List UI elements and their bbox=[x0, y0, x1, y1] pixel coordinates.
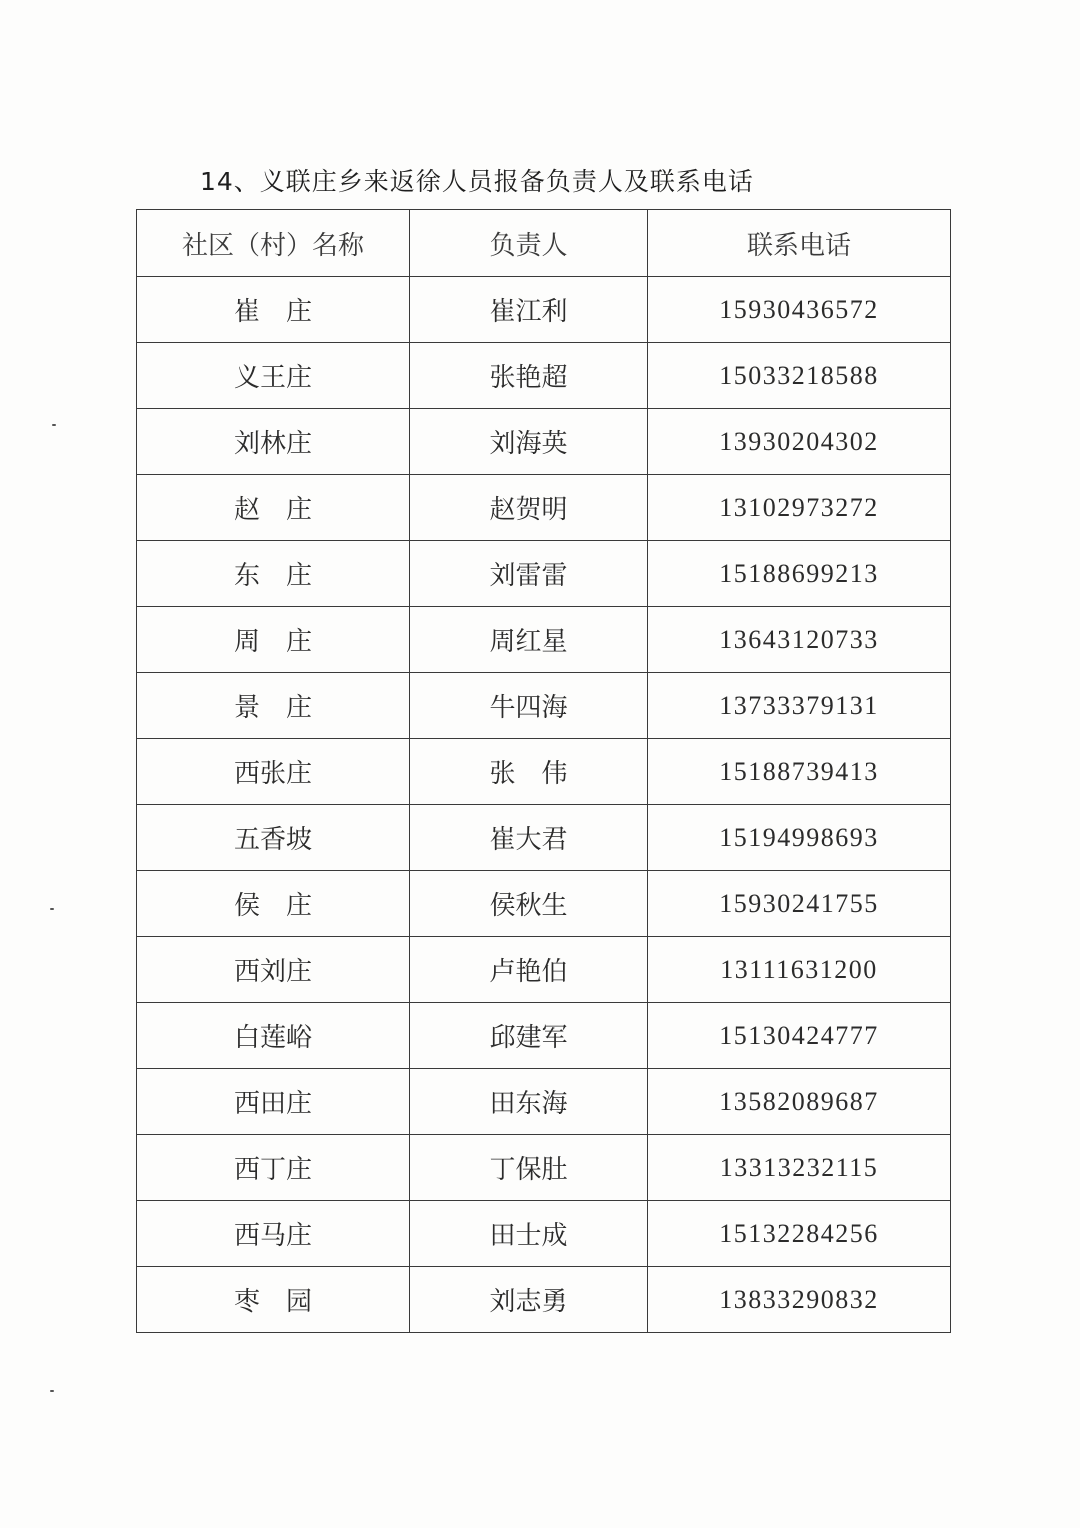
page-title: 14、义联庄乡来返徐人员报备负责人及联系电话 bbox=[200, 167, 754, 196]
table-row bbox=[137, 541, 951, 607]
phone-cell: 15130424777 bbox=[648, 1003, 951, 1069]
person-cell: 田士成 bbox=[410, 1201, 648, 1267]
scan-speck bbox=[50, 908, 54, 910]
person-cell: 张艳超 bbox=[410, 343, 648, 409]
village-cell: 周 庄 bbox=[137, 607, 410, 673]
phone-cell: 13833290832 bbox=[648, 1267, 951, 1333]
person-cell: 邱建军 bbox=[410, 1003, 648, 1069]
person-cell: 侯秋生 bbox=[410, 871, 648, 937]
phone-cell: 13733379131 bbox=[648, 673, 951, 739]
table-row bbox=[137, 1135, 951, 1201]
table-row bbox=[137, 607, 951, 673]
phone-cell: 13111631200 bbox=[648, 937, 951, 1003]
village-cell: 西刘庄 bbox=[137, 937, 410, 1003]
table-row bbox=[137, 871, 951, 937]
village-cell: 义王庄 bbox=[137, 343, 410, 409]
village-cell: 东 庄 bbox=[137, 541, 410, 607]
village-cell: 侯 庄 bbox=[137, 871, 410, 937]
person-cell: 卢艳伯 bbox=[410, 937, 648, 1003]
table-row bbox=[137, 1069, 951, 1135]
person-cell: 牛四海 bbox=[410, 673, 648, 739]
table-row bbox=[137, 805, 951, 871]
village-cell: 五香坡 bbox=[137, 805, 410, 871]
table-row bbox=[137, 673, 951, 739]
person-cell: 崔江利 bbox=[410, 277, 648, 343]
village-cell: 景 庄 bbox=[137, 673, 410, 739]
person-cell: 周红星 bbox=[410, 607, 648, 673]
phone-cell: 15132284256 bbox=[648, 1201, 951, 1267]
person-cell: 丁保肚 bbox=[410, 1135, 648, 1201]
header-person: 负责人 bbox=[410, 210, 648, 277]
village-cell: 西马庄 bbox=[137, 1201, 410, 1267]
table-row bbox=[137, 277, 951, 343]
phone-cell: 15930241755 bbox=[648, 871, 951, 937]
village-cell: 崔 庄 bbox=[137, 277, 410, 343]
table-row bbox=[137, 1267, 951, 1333]
phone-cell: 13313232115 bbox=[648, 1135, 951, 1201]
village-cell: 白莲峪 bbox=[137, 1003, 410, 1069]
table-row bbox=[137, 409, 951, 475]
table-row bbox=[137, 475, 951, 541]
phone-cell: 13930204302 bbox=[648, 409, 951, 475]
phone-cell: 13582089687 bbox=[648, 1069, 951, 1135]
table-row bbox=[137, 1003, 951, 1069]
phone-cell: 15194998693 bbox=[648, 805, 951, 871]
village-cell: 西丁庄 bbox=[137, 1135, 410, 1201]
scan-speck bbox=[52, 424, 56, 426]
person-cell: 田东海 bbox=[410, 1069, 648, 1135]
village-cell: 刘林庄 bbox=[137, 409, 410, 475]
village-cell: 西田庄 bbox=[137, 1069, 410, 1135]
scan-speck bbox=[50, 1390, 54, 1392]
table-row bbox=[137, 937, 951, 1003]
table-header-row bbox=[137, 210, 951, 277]
village-cell: 枣 园 bbox=[137, 1267, 410, 1333]
table-row bbox=[137, 343, 951, 409]
person-cell: 刘志勇 bbox=[410, 1267, 648, 1333]
table-row bbox=[137, 739, 951, 805]
phone-cell: 15188699213 bbox=[648, 541, 951, 607]
person-cell: 崔大君 bbox=[410, 805, 648, 871]
person-cell: 刘雷雷 bbox=[410, 541, 648, 607]
header-village: 社区（村）名称 bbox=[137, 210, 410, 277]
header-phone: 联系电话 bbox=[648, 210, 951, 277]
village-cell: 赵 庄 bbox=[137, 475, 410, 541]
phone-cell: 15930436572 bbox=[648, 277, 951, 343]
phone-cell: 13643120733 bbox=[648, 607, 951, 673]
table-row bbox=[137, 1201, 951, 1267]
contact-table bbox=[136, 209, 951, 1333]
village-cell: 西张庄 bbox=[137, 739, 410, 805]
phone-cell: 13102973272 bbox=[648, 475, 951, 541]
person-cell: 赵贺明 bbox=[410, 475, 648, 541]
person-cell: 张 伟 bbox=[410, 739, 648, 805]
person-cell: 刘海英 bbox=[410, 409, 648, 475]
phone-cell: 15033218588 bbox=[648, 343, 951, 409]
phone-cell: 15188739413 bbox=[648, 739, 951, 805]
